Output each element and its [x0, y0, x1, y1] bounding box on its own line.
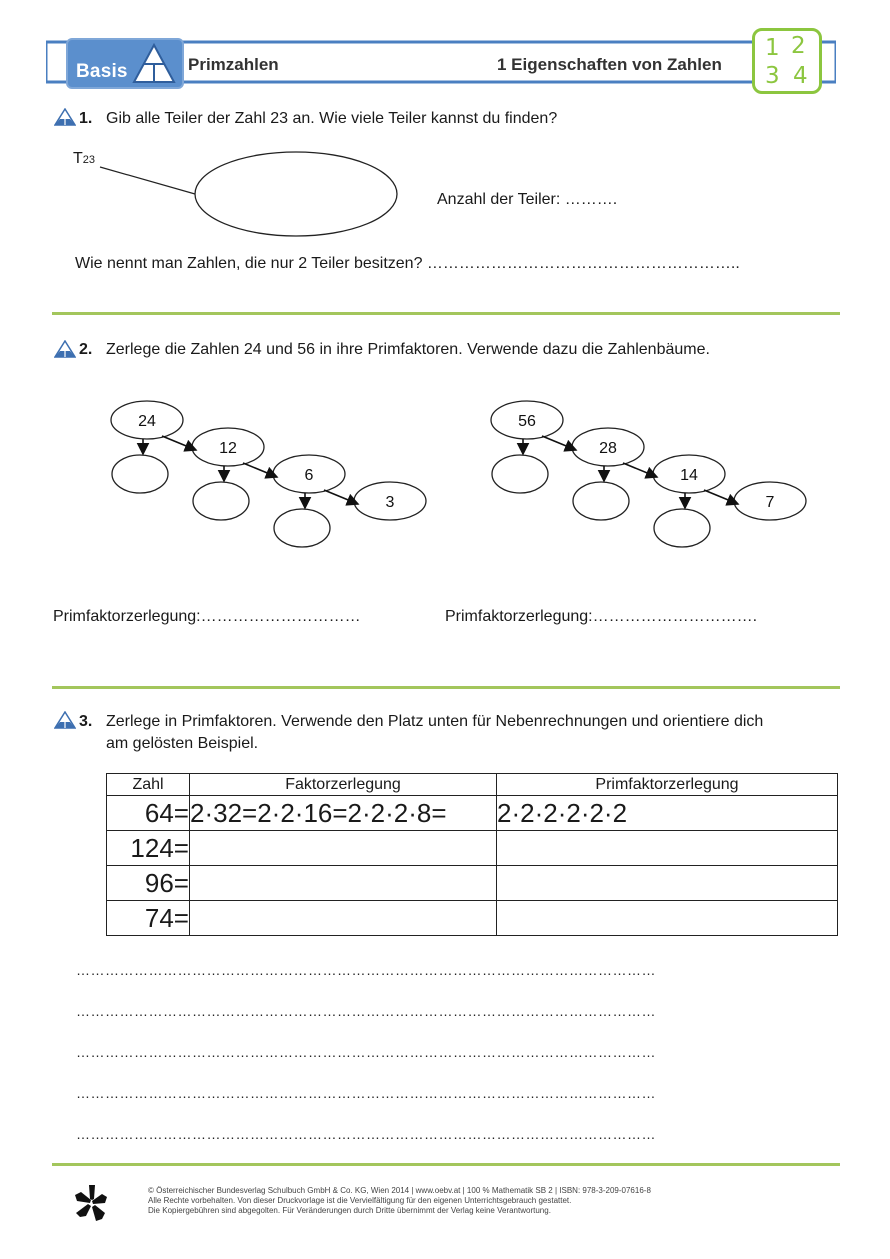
tree-value: 28 [599, 440, 617, 457]
column-header: Primfaktorzerlegung [497, 774, 838, 796]
page-title: Primzahlen [188, 55, 279, 74]
column-header: Zahl [107, 774, 190, 796]
question-text: Wie nennt man Zahlen, die nur 2 Teiler besitzen? ………………………………………………….. [75, 255, 740, 272]
scratch-line[interactable]: ………………………………………………………………………………………………………… [76, 1085, 656, 1101]
tree-value: 14 [680, 467, 698, 484]
column-header: Faktorzerlegung [190, 774, 497, 796]
scratch-line[interactable]: ………………………………………………………………………………………………………… [76, 1126, 656, 1142]
logo-digit: 4 [793, 63, 808, 89]
answer-node [492, 455, 548, 493]
difficulty-icon [54, 340, 76, 358]
result-label-56: Primfaktorzerlegung:…………………………. [445, 608, 758, 625]
set-subscript: 23 [82, 154, 96, 166]
pyramid-logo-icon [130, 42, 178, 86]
answer-ellipse[interactable] [195, 152, 397, 236]
task-number: 1. [79, 110, 93, 127]
set-letter: T [73, 150, 83, 167]
faktor-cell[interactable] [190, 901, 497, 936]
tree-value: 12 [219, 440, 237, 457]
answer-node [112, 455, 168, 493]
prim-cell[interactable] [497, 901, 838, 936]
separator [52, 312, 840, 315]
separator [52, 686, 840, 689]
task-text-cont: am gelösten Beispiel. [106, 735, 259, 752]
factor-tree-56 [480, 395, 820, 555]
logo-digit: 3 [765, 63, 780, 89]
task-number: 2. [79, 341, 93, 358]
zahl-cell: 74= [107, 901, 190, 936]
tree-value: 24 [138, 413, 156, 430]
table-row [107, 831, 838, 866]
set-label [73, 150, 95, 168]
difficulty-icon [54, 108, 76, 126]
logo-digit: 2 [791, 33, 806, 59]
scratch-line[interactable]: ………………………………………………………………………………………………………… [76, 962, 656, 978]
logo-digit: 1 [765, 35, 780, 61]
footer-fees: Die Kopiergebühren sind abgegolten. Für Veränderungen durch Dritte übernimmt der Verlag keine Verantwortung. [148, 1206, 551, 1215]
difficulty-icon [54, 711, 76, 729]
chapter-title: 1 Eigenschaften von Zahlen [497, 55, 722, 74]
prim-cell: 2·2·2·2·2·2 [497, 796, 838, 831]
count-label: Anzahl der Teiler: ………. [437, 191, 618, 208]
task-text: Zerlege in Primfaktoren. Verwende den Platz unten für Nebenrechnungen und orientiere dich [106, 713, 764, 730]
factor-tree-24 [100, 395, 440, 555]
tree-value: 7 [765, 494, 775, 511]
tree-value: 56 [518, 413, 536, 430]
task-number: 3. [79, 713, 93, 730]
faktor-cell[interactable] [190, 866, 497, 901]
separator [52, 1163, 840, 1166]
answer-node [193, 482, 249, 520]
zahl-cell: 124= [107, 831, 190, 866]
footer-rights: Alle Rechte vorbehalten. Von dieser Druckvorlage ist die Vervielfältigung für den eigenen Unterrichtsgebrauch gestattet. [148, 1196, 572, 1205]
table-row [107, 901, 838, 936]
zahl-cell: 96= [107, 866, 190, 901]
tree-value: 6 [304, 467, 314, 484]
divisor-set-diagram [95, 150, 405, 240]
table-row [107, 866, 838, 901]
scratch-line[interactable]: ………………………………………………………………………………………………………… [76, 1003, 656, 1019]
footer-copyright: © Österreichischer Bundesverlag Schulbuch GmbH & Co. KG, Wien 2014 | www.oebv.at | 100 % Mathematik SB 2 | ISBN: 978-3-209-07616-8 [148, 1186, 651, 1195]
answer-node [654, 509, 710, 547]
prim-cell[interactable] [497, 866, 838, 901]
numbers-logo [752, 28, 822, 94]
publisher-logo-icon [72, 1183, 110, 1223]
faktor-cell[interactable] [190, 831, 497, 866]
answer-node [274, 509, 330, 547]
task-text: Zerlege die Zahlen 24 und 56 in ihre Primfaktoren. Verwende dazu die Zahlenbäume. [106, 341, 710, 358]
prim-cell[interactable] [497, 831, 838, 866]
basis-label: Basis [76, 61, 128, 82]
answer-node [573, 482, 629, 520]
tree-value: 3 [385, 494, 395, 511]
result-label-24: Primfaktorzerlegung:………………………… [53, 608, 361, 625]
table-row [107, 796, 838, 831]
scratch-line[interactable]: ………………………………………………………………………………………………………… [76, 1044, 656, 1060]
task-text: Gib alle Teiler der Zahl 23 an. Wie viele Teiler kannst du finden? [106, 110, 558, 127]
zahl-cell: 64= [107, 796, 190, 831]
faktor-cell: 2·32=2·2·16=2·2·2·8= [190, 796, 497, 831]
factor-table [106, 773, 838, 936]
